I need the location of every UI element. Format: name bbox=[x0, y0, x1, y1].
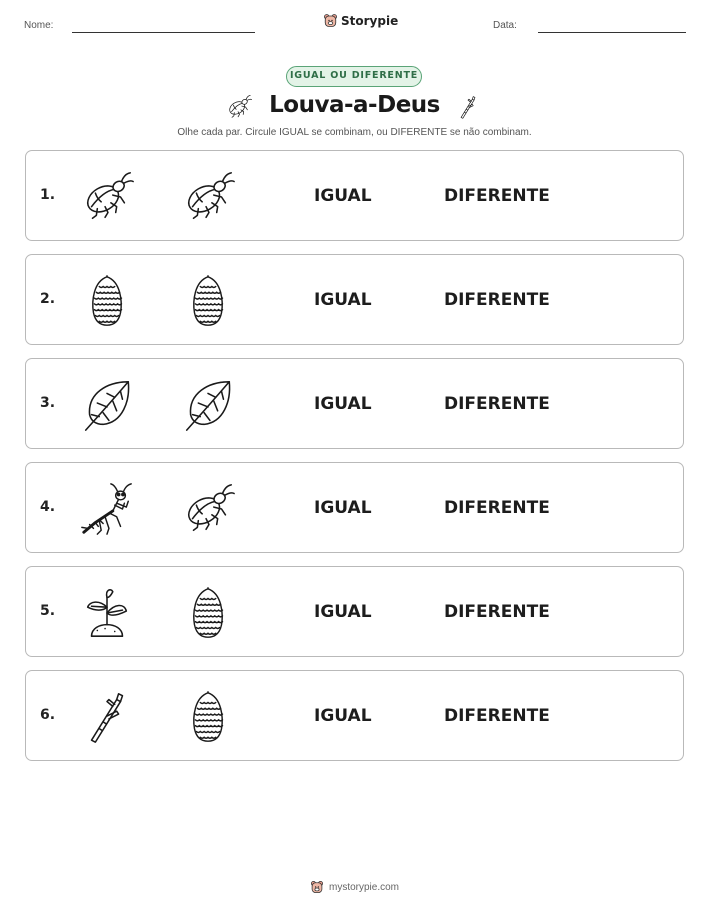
storypie-logo bbox=[323, 13, 398, 28]
pinecone-icon bbox=[179, 273, 237, 329]
beetle-icon bbox=[78, 169, 136, 225]
diferente-option[interactable]: DIFERENTE bbox=[444, 706, 550, 726]
twig-icon bbox=[455, 93, 481, 121]
leaf-icon bbox=[78, 377, 136, 433]
date-field-line[interactable] bbox=[538, 32, 686, 33]
question-row bbox=[25, 150, 684, 241]
bear-icon bbox=[310, 880, 324, 894]
pinecone-icon bbox=[78, 273, 136, 329]
worksheet-header bbox=[0, 0, 709, 50]
instructions: Olhe cada par. Circule IGUAL se combinam, ou DIFERENTE se não combinam. bbox=[177, 127, 532, 138]
question-number: 4. bbox=[40, 499, 56, 515]
diferente-option[interactable]: DIFERENTE bbox=[444, 602, 550, 622]
brand-name: Storypie bbox=[341, 13, 399, 28]
footer bbox=[0, 880, 709, 894]
question-number: 5. bbox=[40, 603, 56, 619]
question-number: 3. bbox=[40, 395, 56, 411]
igual-option[interactable]: IGUAL bbox=[314, 602, 372, 622]
twig-icon bbox=[78, 689, 136, 745]
page-title: Louva-a-Deus bbox=[269, 92, 440, 118]
igual-option[interactable]: IGUAL bbox=[314, 498, 372, 518]
igual-option[interactable]: IGUAL bbox=[314, 706, 372, 726]
question-row bbox=[25, 670, 684, 761]
worksheet-type-badge: IGUAL OU DIFERENTE bbox=[286, 66, 422, 87]
name-field-line[interactable] bbox=[72, 32, 255, 33]
question-row bbox=[25, 462, 684, 553]
igual-option[interactable]: IGUAL bbox=[314, 186, 372, 206]
igual-option[interactable]: IGUAL bbox=[314, 290, 372, 310]
question-row bbox=[25, 566, 684, 657]
question-number: 6. bbox=[40, 707, 56, 723]
diferente-option[interactable]: DIFERENTE bbox=[444, 394, 550, 414]
name-label: Nome: bbox=[24, 20, 54, 31]
sprout-icon bbox=[78, 585, 136, 641]
title-row bbox=[0, 90, 709, 124]
question-row bbox=[25, 254, 684, 345]
diferente-option[interactable]: DIFERENTE bbox=[444, 290, 550, 310]
igual-option[interactable]: IGUAL bbox=[314, 394, 372, 414]
leaf-icon bbox=[179, 377, 237, 433]
question-row bbox=[25, 358, 684, 449]
beetle-icon bbox=[179, 481, 237, 537]
footer-url[interactable]: mystorypie.com bbox=[328, 881, 399, 893]
pinecone-icon bbox=[179, 689, 237, 745]
date-label: Data: bbox=[493, 20, 517, 31]
bear-icon bbox=[323, 13, 338, 28]
beetle-icon bbox=[179, 169, 237, 225]
diferente-option[interactable]: DIFERENTE bbox=[444, 498, 550, 518]
diferente-option[interactable]: DIFERENTE bbox=[444, 186, 550, 206]
mantis-icon bbox=[78, 481, 136, 537]
pinecone-icon bbox=[179, 585, 237, 641]
question-number: 2. bbox=[40, 291, 56, 307]
question-number: 1. bbox=[40, 187, 56, 203]
